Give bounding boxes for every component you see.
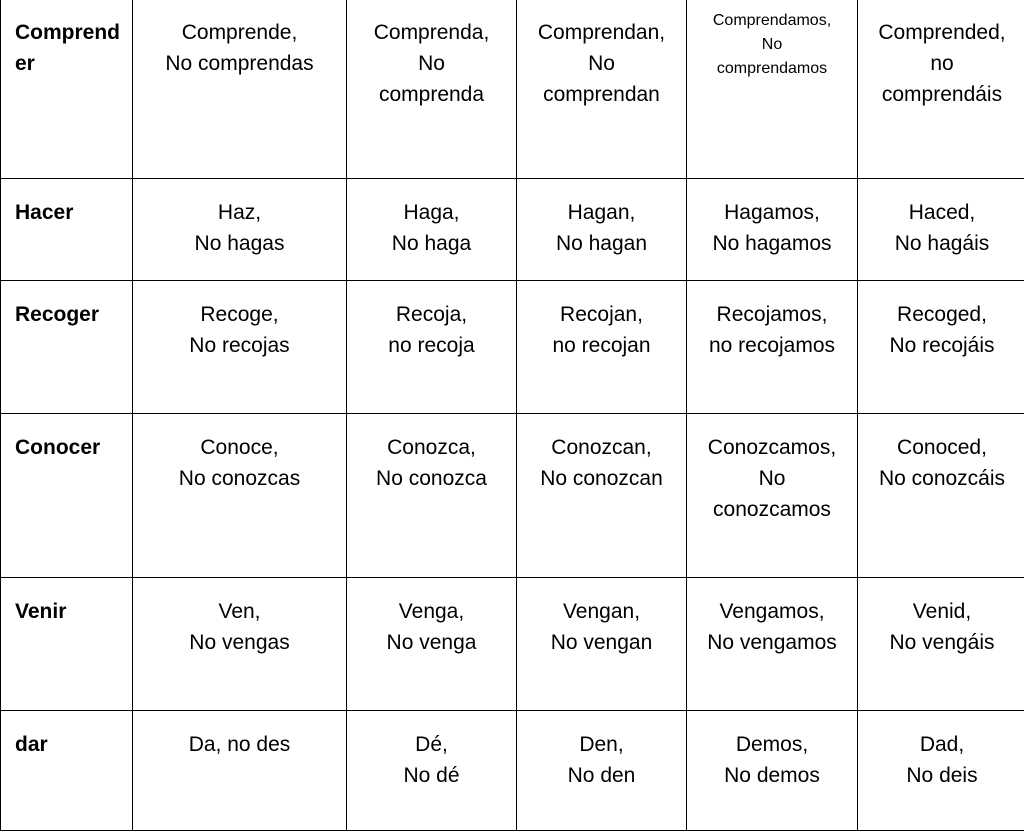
form-cell-tu: Haz, No hagas [133,179,347,281]
form-cell-usted: Dé, No dé [347,711,517,831]
form-cell-ustedes: Hagan, No hagan [517,179,687,281]
table-row-conocer [1,414,1024,578]
table-row-dar [1,711,1024,831]
form-cell-ustedes: Vengan, No vengan [517,578,687,711]
form-cell-nosotros: Hagamos, No hagamos [687,179,858,281]
form-cell-vosotros: Conoced, No conozcáis [858,414,1024,578]
table-row-hacer [1,179,1024,281]
verb-cell: Conocer [1,414,133,578]
verb-cell: Comprender [1,0,133,179]
verb-cell: Hacer [1,179,133,281]
form-cell-vosotros: Haced, No hagáis [858,179,1024,281]
form-cell-tu: Conoce, No conozcas [133,414,347,578]
form-cell-tu: Ven, No vengas [133,578,347,711]
verb-cell: Recoger [1,281,133,414]
form-cell-usted: Haga, No haga [347,179,517,281]
form-cell-tu: Recoge, No recojas [133,281,347,414]
form-cell-ustedes: Den, No den [517,711,687,831]
verb-cell: dar [1,711,133,831]
form-cell-nosotros: Recojamos, no recojamos [687,281,858,414]
form-cell-ustedes: Recojan, no recojan [517,281,687,414]
form-cell-vosotros: Comprended, no comprendáis [858,0,1024,179]
table-row-recoger [1,281,1024,414]
form-cell-vosotros: Venid, No vengáis [858,578,1024,711]
form-cell-nosotros: Comprendamos, No comprendamos [687,0,858,179]
form-cell-tu: Da, no des [133,711,347,831]
form-cell-ustedes: Conozcan, No conozcan [517,414,687,578]
form-cell-ustedes: Comprendan, No comprendan [517,0,687,179]
table-row-venir [1,578,1024,711]
form-cell-nosotros: Demos, No demos [687,711,858,831]
form-cell-tu: Comprende, No comprendas [133,0,347,179]
form-cell-nosotros: Conozcamos, No conozcamos [687,414,858,578]
form-cell-usted: Comprenda, No comprenda [347,0,517,179]
table-row-comprender [1,0,1024,179]
form-cell-usted: Venga, No venga [347,578,517,711]
form-cell-nosotros: Vengamos, No vengamos [687,578,858,711]
form-cell-vosotros: Recoged, No recojáis [858,281,1024,414]
form-cell-usted: Recoja, no recoja [347,281,517,414]
verb-cell: Venir [1,578,133,711]
form-cell-vosotros: Dad, No deis [858,711,1024,831]
form-cell-usted: Conozca, No conozca [347,414,517,578]
